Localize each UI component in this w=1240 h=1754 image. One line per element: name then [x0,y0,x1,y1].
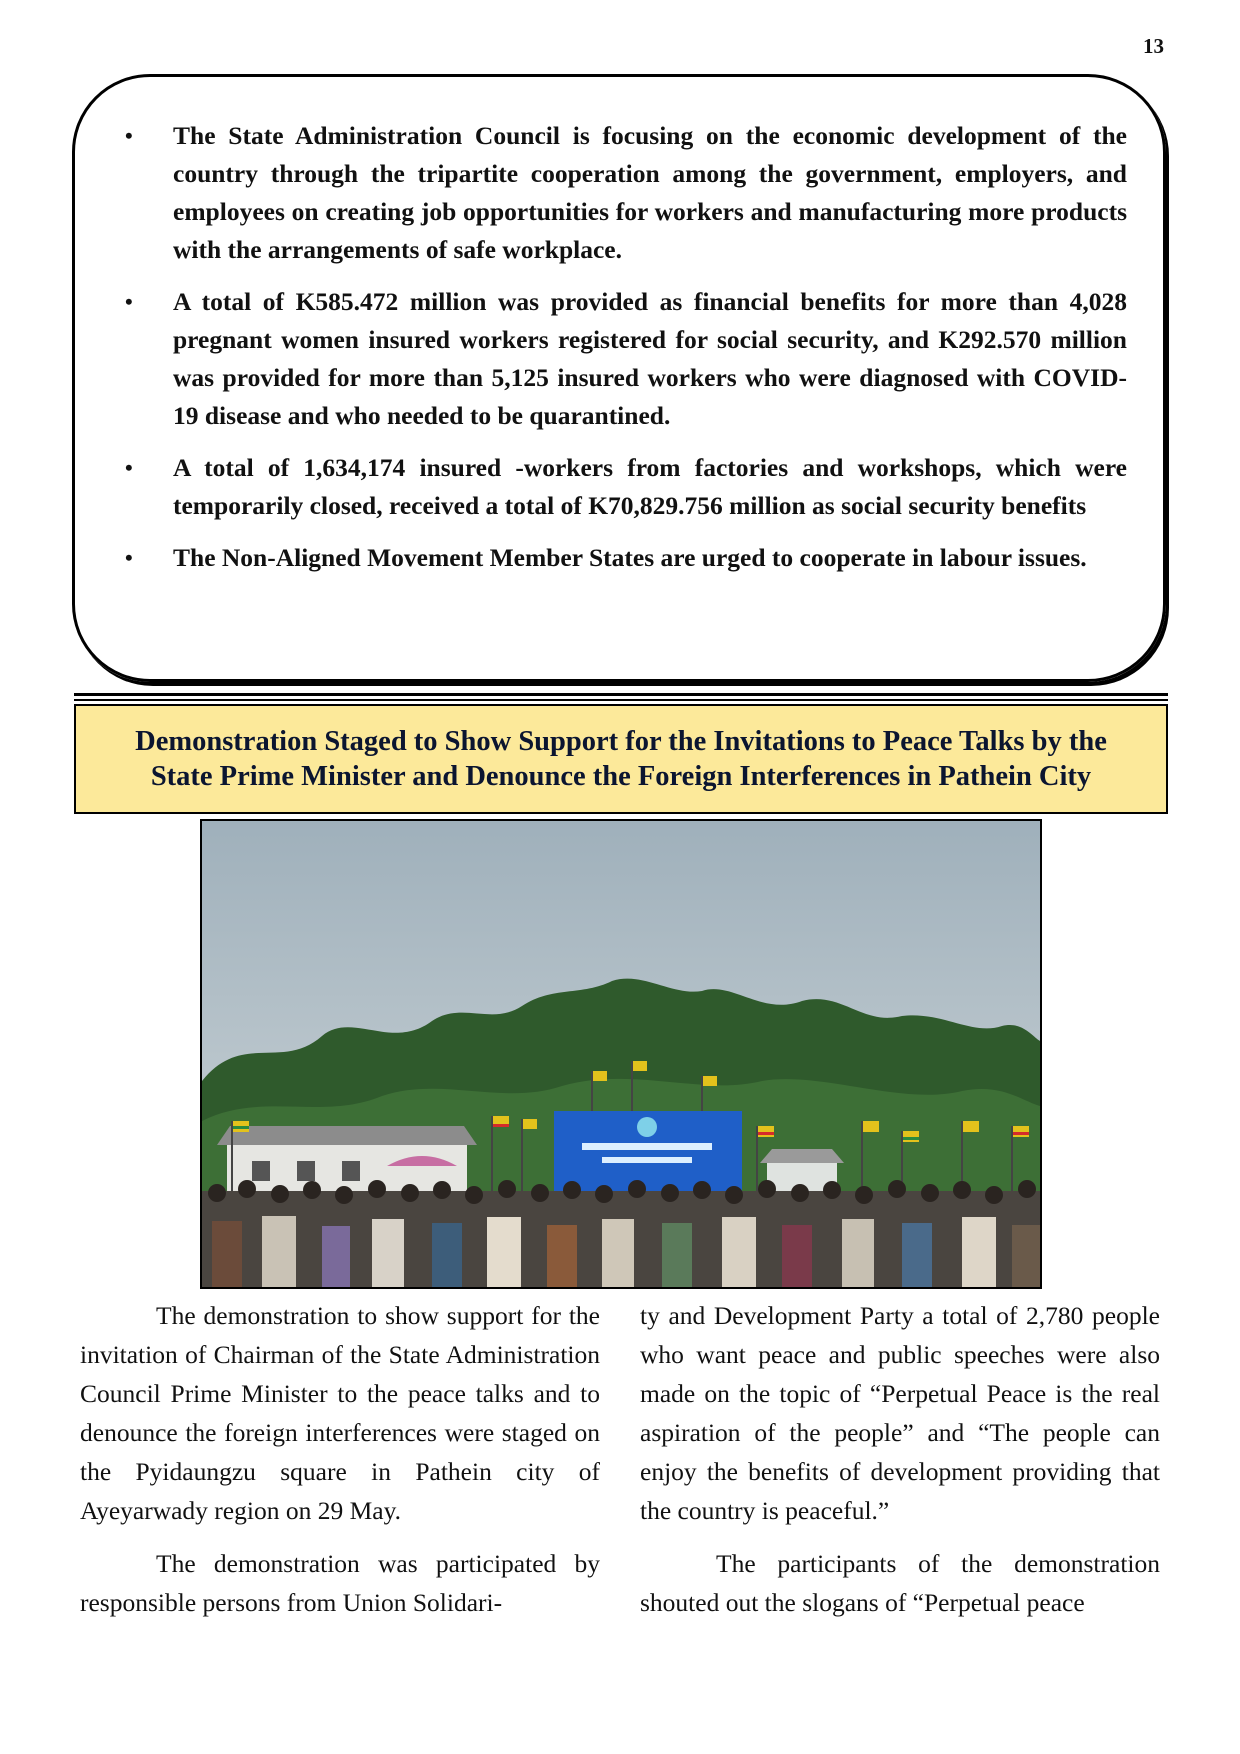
article-paragraph: The demonstration was participated by responsible persons from Union Solidari- [80,1549,600,1617]
bullet-icon: • [125,289,133,314]
section-divider [74,693,1168,701]
banner-script [582,1143,712,1150]
headline-box [74,704,1168,814]
window [252,1161,270,1181]
article-paragraph: The demonstration to show support for the invitation of Chairman of the State Administration Council Prime Minister to the peace talks and to denounce the foreign interferences were staged on the Pyidaungzu square in Pathein city of Ayeyarwady region on 29 May. [80,1301,600,1525]
page-number: 13 [1143,34,1164,58]
crowd-clothing [212,1216,1040,1287]
bullet-icon: • [125,123,133,148]
bullet-icon: • [125,455,133,480]
headline-line: Demonstration Staged to Show Support for the Invitations to Peace Talks by the [135,726,1107,757]
window [342,1161,360,1181]
bullet-icon: • [125,545,133,570]
highlight-item [107,539,1127,577]
demonstration-photo [200,819,1042,1289]
building-roof [217,1126,477,1145]
highlights-box [72,74,1166,682]
highlight-item [107,449,1127,525]
highlights-list [107,117,1127,577]
highlight-item [107,117,1127,269]
small-house-roof [760,1149,844,1163]
window [297,1161,315,1181]
banner-script [602,1157,692,1163]
highlight-text: The Non-Aligned Movement Member States are urged to cooperate in labour issues. [173,543,1087,572]
highlight-text: The State Administration Council is focusing on the economic development of the country through the tripartite cooperation among the government, employers, and employees on creating job opportunities for workers and manufacturing more products with the arrangements of safe workplace. [173,121,1127,264]
highlight-text: A total of 1,634,174 insured -workers from factories and workshops, which were temporarily closed, received a total of K70,829.756 million as social security benefits [173,453,1127,520]
article-column-right [640,1296,1160,1636]
article-paragraph: ty and Development Party a total of 2,780 people who want peace and public speeches were also made on the topic of “Perpetual Peace is the real aspiration of the people” and “The people can enjoy the benefits of development providing that the country is peaceful.” [640,1301,1160,1525]
banner-emblem [637,1117,657,1137]
headline-line: State Prime Minister and Denounce the Foreign Interferences in Pathein City [150,761,1092,792]
article-column-left [80,1296,600,1636]
highlight-text: A total of K585.472 million was provided as financial benefits for more than 4,028 pregnant women insured workers registered for social security, and K292.570 million was provided for more than 5,125 insured workers who were diagnosed with COVID-19 disease and who needed to be quarantined. [173,287,1127,430]
highlight-item [107,283,1127,435]
article-paragraph: The participants of the demonstration shouted out the slogans of “Perpetual peace [640,1549,1160,1617]
article-headline [135,724,1107,794]
